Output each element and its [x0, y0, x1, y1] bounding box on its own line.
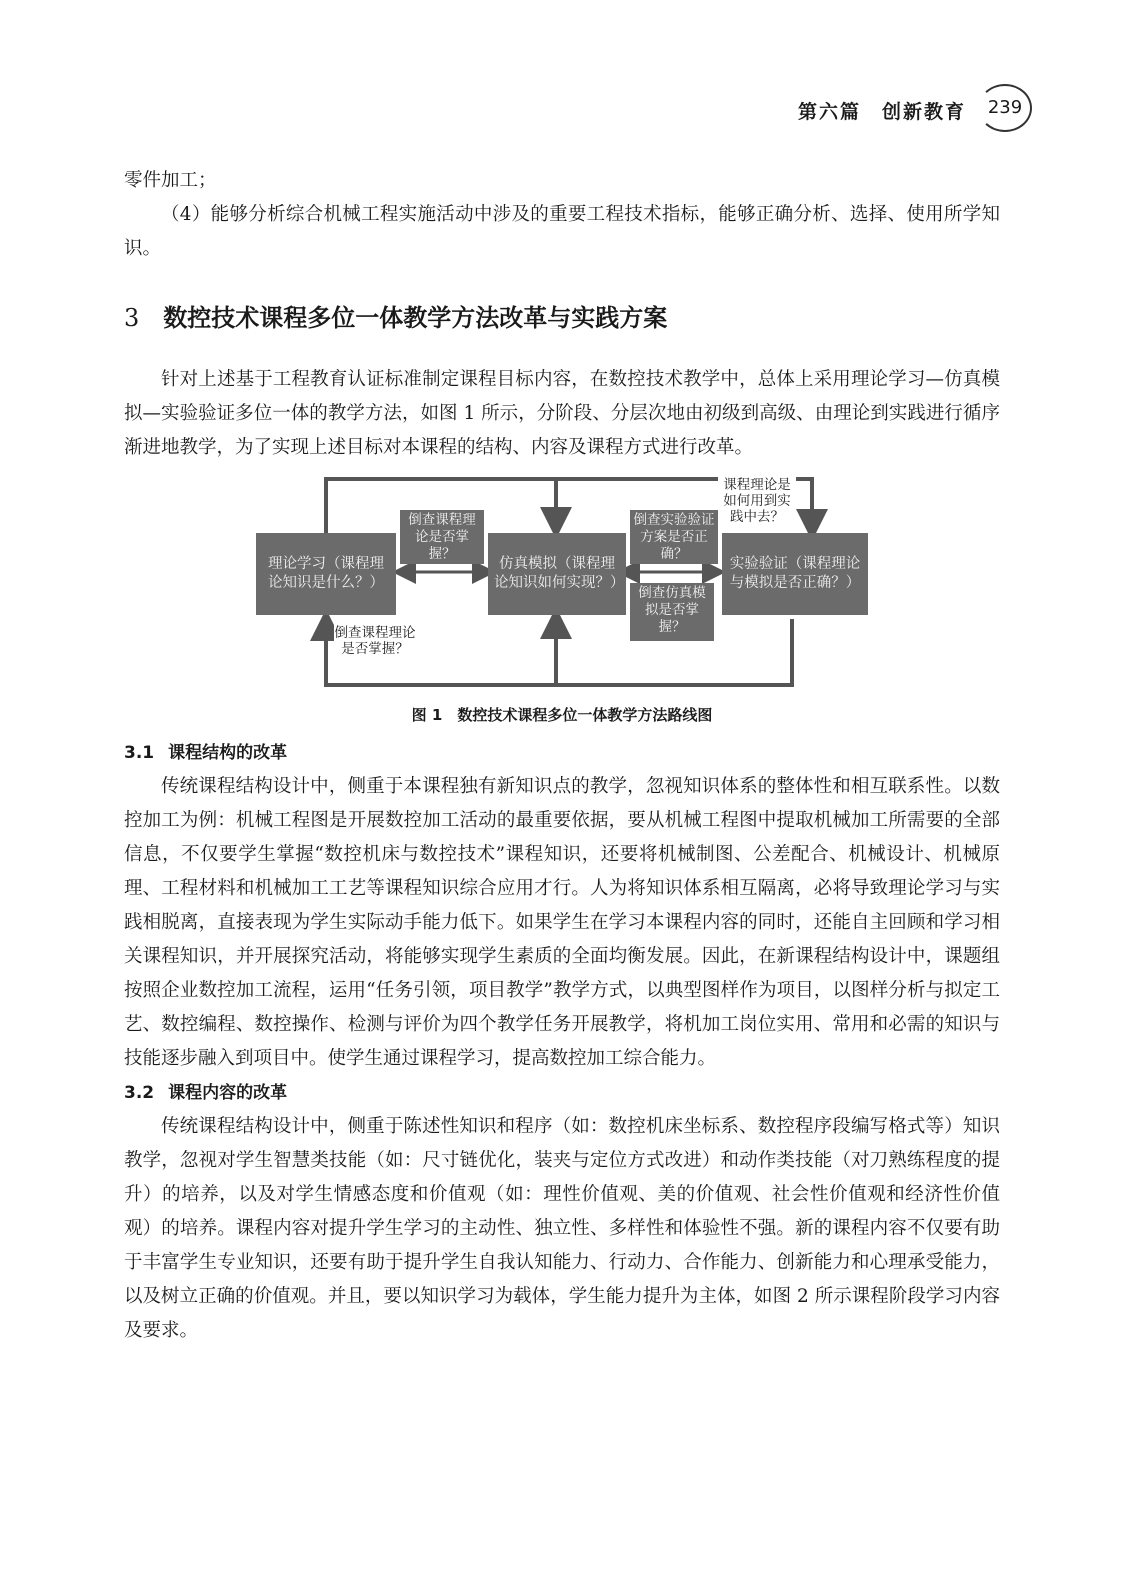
- intro-line: 零件加工；: [124, 170, 217, 191]
- page-number: 239: [978, 84, 1032, 132]
- section-3-number: 3: [124, 304, 140, 332]
- section-3-heading: [124, 298, 667, 333]
- section-3-2-number: 3.2: [124, 1083, 155, 1103]
- note-check-theory-top: 倒查课程理论是否掌握？: [400, 510, 484, 564]
- box-experiment: 实验验证（课程理论与模拟是否正确？）: [722, 533, 868, 615]
- intro-block: [124, 164, 1000, 266]
- box-simulation: 仿真模拟（课程理论知识如何实现？）: [488, 533, 626, 615]
- section-3-2-paragraph: 传统课程结构设计中，侧重于陈述性知识和程序（如：数控机床坐标系、数控程序段编写格式等）知识教学，忽视对学生智慧类技能（如：尺寸链优化，装夹与定位方式改进）和动作类技能（对刀熟练程度的提升）的培养，以及对学生情感态度和价值观（如：理性价值观、美的价值观、社会性价值观和经济性价值观）的培养。课程内容对提升学生学习的主动性、独立性、多样性和体验性不强。新的课程内容不仅要有助于丰富学生专业知识，还要有助于提升学生自我认知能力、行动力、合作能力、创新能力和心理承受能力，以及树立正确的价值观。并且，要以知识学习为载体，学生能力提升为主体，如图 2 所示课程阶段学习内容及要求。: [124, 1116, 1000, 1341]
- section-3-1-title: 课程结构的改革: [168, 743, 288, 763]
- note-theory-to-practice: 课程理论是如何用到实践中去？: [718, 477, 796, 529]
- section-3-body: [124, 363, 1000, 465]
- note-check-theory-bottom: 倒查课程理论是否掌握？: [334, 625, 416, 677]
- section-3-2-heading: [124, 1076, 1000, 1110]
- intro-item-4: （4）能够分析综合机械工程实施活动中涉及的重要工程技术指标，能够正确分析、选择、使用所学知识。: [124, 204, 1000, 259]
- note-check-experiment: 倒查实验验证方案是否正确？: [630, 510, 718, 564]
- section-3-paragraph: 针对上述基于工程教育认证标准制定课程目标内容，在数控技术教学中，总体上采用理论学习—仿真模拟—实验验证多位一体的教学方法，如图 1 所示，分阶段、分层次地由初级到高级、由理论到实践进行循序渐进地教学，为了实现上述目标对本课程的结构、内容及课程方式进行改革。: [124, 369, 1000, 458]
- section-3-1-number: 3.1: [124, 743, 155, 763]
- running-head: 第六篇 创新教育: [797, 101, 966, 123]
- section-3-title: 数控技术课程多位一体教学方法改革与实践方案: [163, 304, 668, 332]
- section-3-1-paragraph: 传统课程结构设计中，侧重于本课程独有新知识点的教学，忽视知识体系的整体性和相互联系性。以数控加工为例：机械工程图是开展数控加工活动的最重要依据，要从机械工程图中提取机械加工所需要的全部信息，不仅要学生掌握“数控机床与数控技术”课程知识，还要将机械制图、公差配合、机械设计、机械原理、工程材料和机械加工工艺等课程知识综合应用才行。人为将知识体系相互隔离，必将导致理论学习与实践相脱离，直接表现为学生实际动手能力低下。如果学生在学习本课程内容的同时，还能自主回顾和学习相关课程知识，并开展探究活动，将能够实现学生素质的全面均衡发展。因此，在新课程结构设计中，课题组按照企业数控加工流程，运用“任务引领，项目教学”教学方式，以典型图样作为项目，以图样分析与拟定工艺、数控编程、数控操作、检测与评价为四个教学任务开展教学，将机加工岗位实用、常用和必需的知识与技能逐步融入到项目中。使学生通过课程学习，提高数控加工综合能力。: [124, 776, 1000, 1069]
- box-theory-learning: 理论学习（课程理论知识是什么？）: [256, 533, 396, 615]
- figure-1-caption: 图 1 数控技术课程多位一体教学方法路线图: [411, 706, 713, 724]
- sections-3-1-3-2: [124, 736, 1000, 1348]
- note-check-simulation: 倒查仿真模拟是否掌握？: [630, 583, 714, 641]
- section-3-2-title: 课程内容的改革: [168, 1083, 288, 1103]
- section-3-1-heading: [124, 736, 1000, 770]
- figure-1-diagram: [256, 473, 868, 691]
